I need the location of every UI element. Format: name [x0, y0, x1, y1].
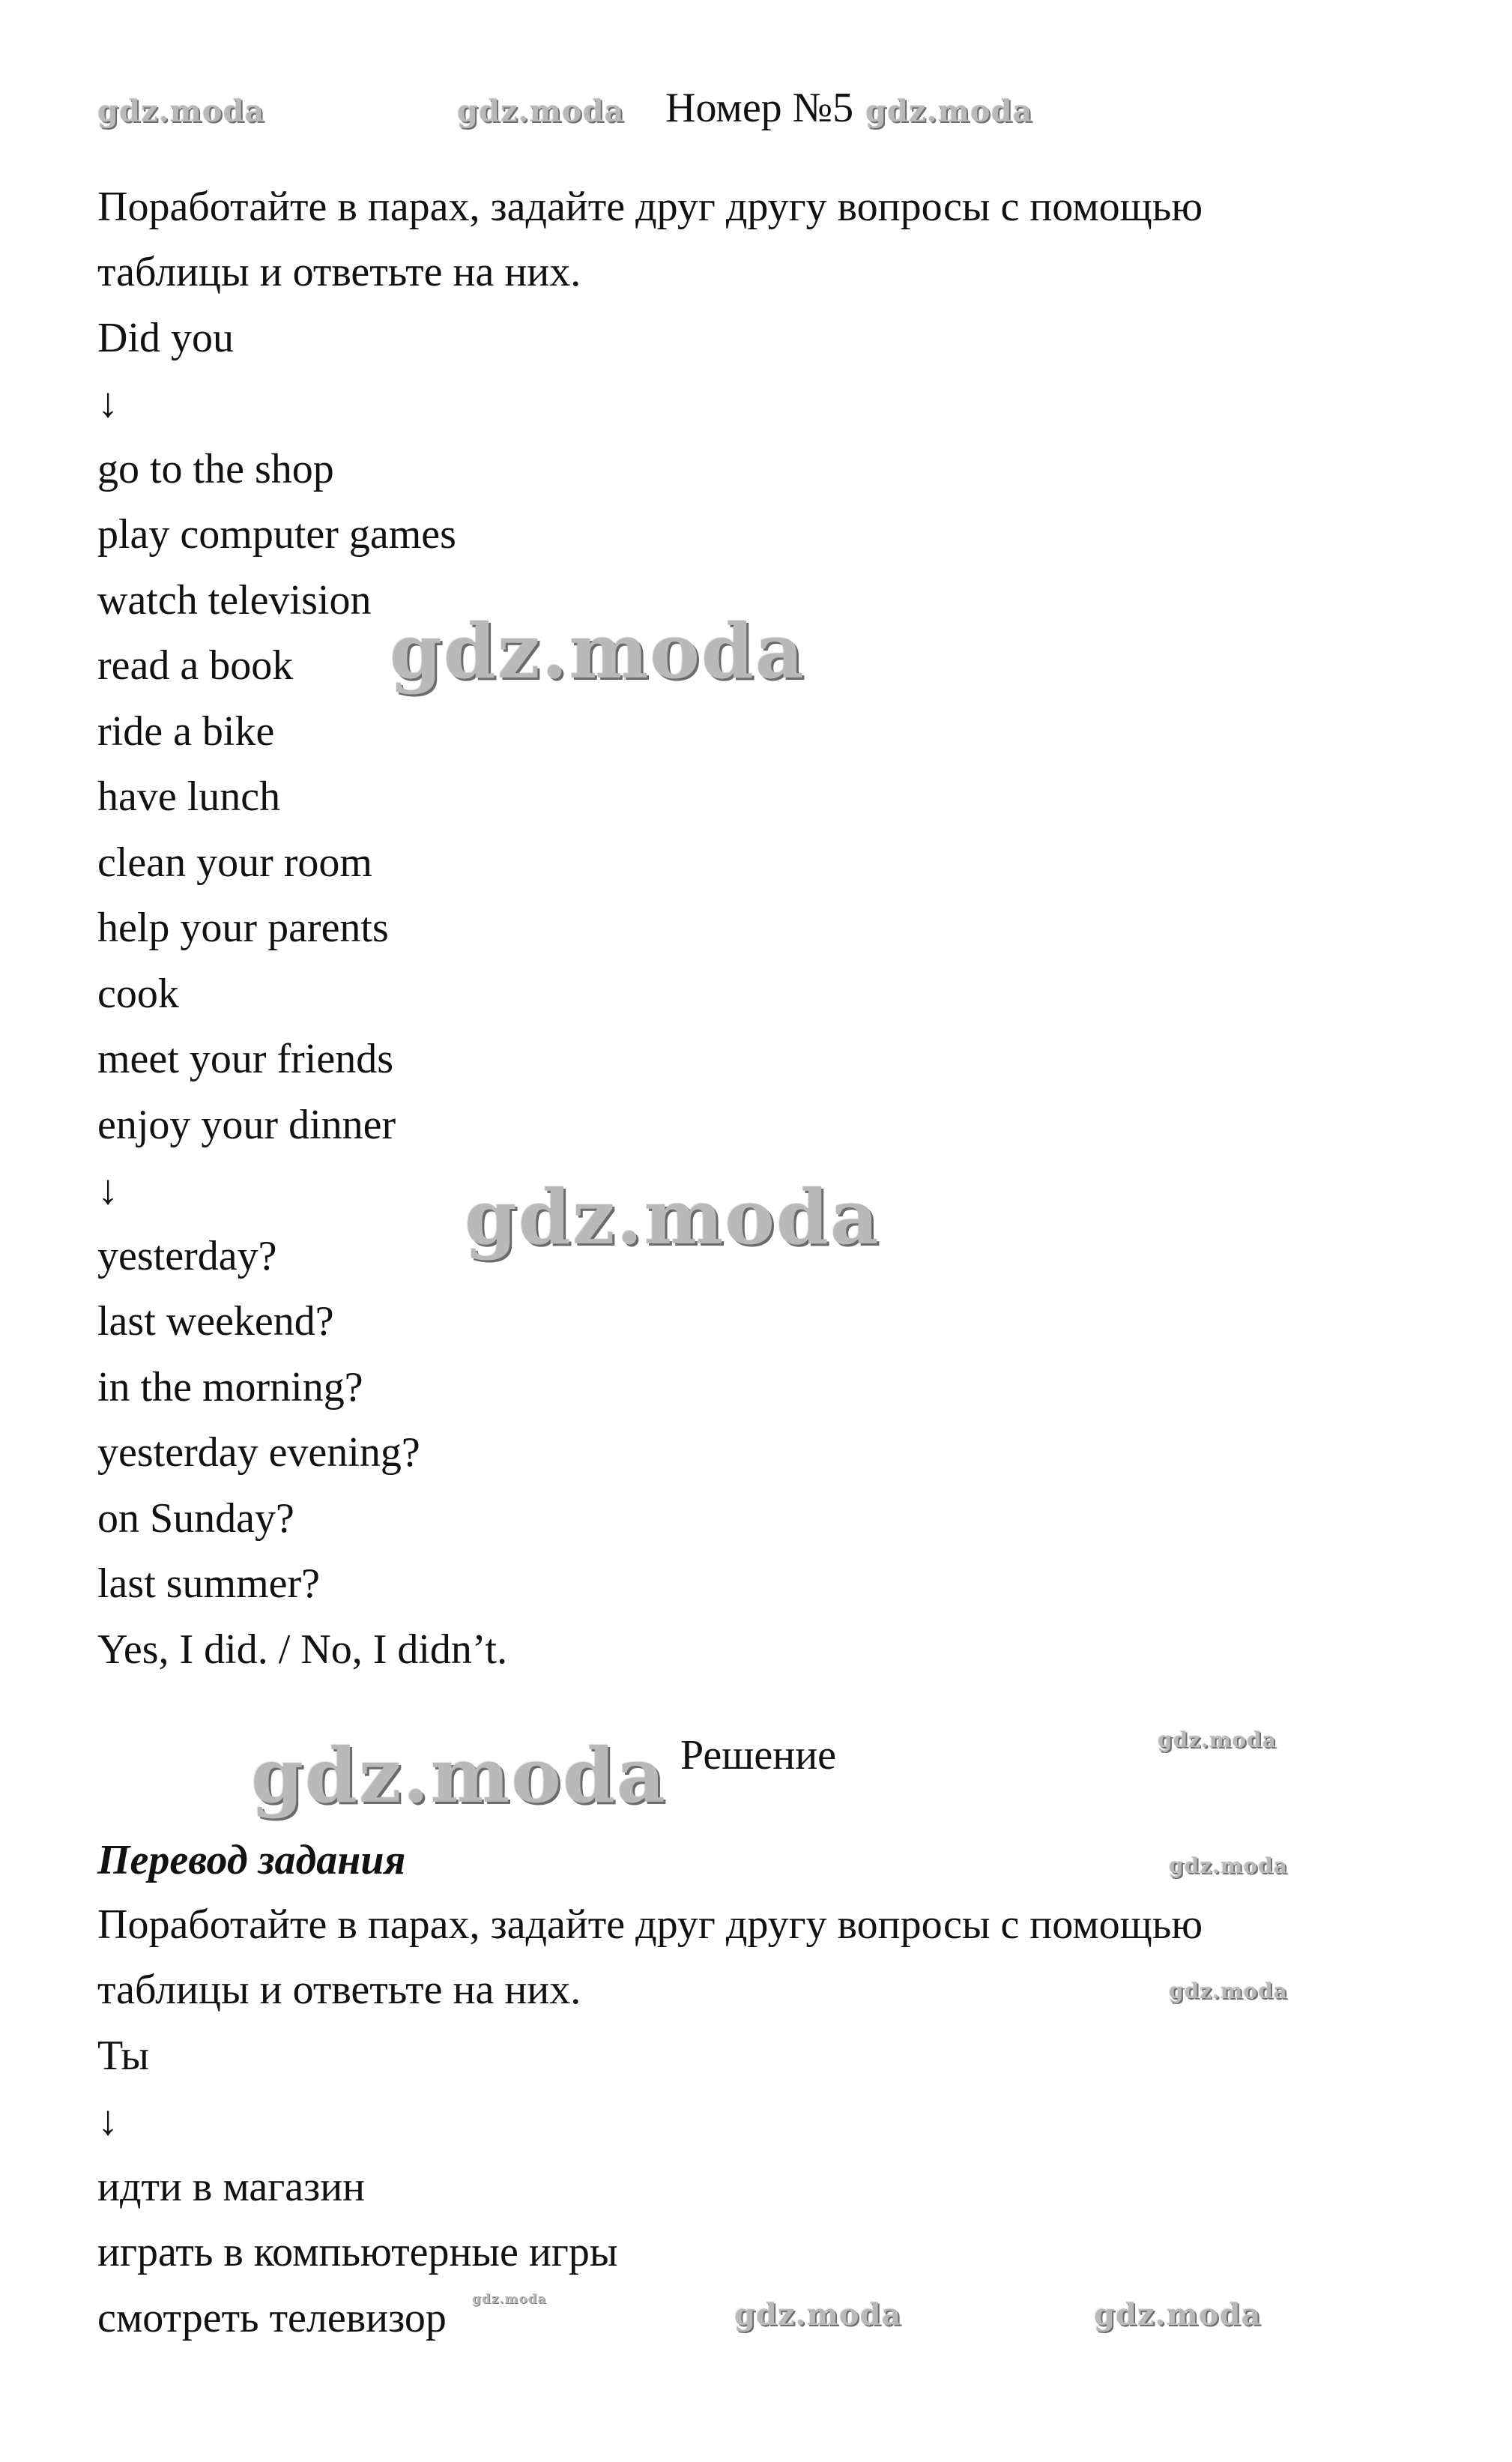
watermark: gdz.moda	[390, 607, 805, 696]
activity-item: help your parents	[97, 905, 389, 951]
did-you-label: Did you	[97, 315, 234, 361]
watermark: gdz.moda	[1169, 1853, 1288, 1878]
time-item: last weekend?	[97, 1298, 334, 1345]
watermark: gdz.moda	[1158, 1728, 1277, 1752]
activity-item: cook	[97, 971, 179, 1017]
watermark: gdz.moda	[865, 94, 1033, 129]
activity-item: have lunch	[97, 773, 281, 820]
solution-label: Решение	[680, 1732, 837, 1778]
watermark: gdz.moda	[1169, 1979, 1288, 2003]
ty-label: Ты	[97, 2033, 150, 2079]
translation-activity: идти в магазин	[97, 2164, 366, 2210]
arrow-down-icon: ↓	[97, 2098, 118, 2144]
activity-item: clean your room	[97, 839, 372, 886]
answer-line: Yes, I did. / No, I didn’t.	[97, 1626, 508, 1673]
watermark: gdz.moda	[465, 1173, 880, 1261]
instruction-line-1: Поработайте в парах, задайте друг другу вопросы с помощью	[97, 184, 1203, 230]
arrow-down-icon: ↓	[97, 380, 118, 426]
time-item: in the morning?	[97, 1364, 363, 1410]
activity-item: play computer games	[97, 511, 456, 558]
instruction-line-2: таблицы и ответьте на них.	[97, 249, 581, 295]
watermark: gdz.moda	[1094, 2297, 1262, 2332]
translation-line-2: таблицы и ответьте на них.	[97, 1967, 581, 2013]
translation-line-1: Поработайте в парах, задайте друг другу вопросы с помощью	[97, 1901, 1203, 1948]
activity-item: go to the shop	[97, 446, 334, 492]
arrow-down-icon: ↓	[97, 1167, 118, 1213]
activity-item: watch television	[97, 577, 372, 624]
time-item: last summer?	[97, 1560, 321, 1607]
watermark: gdz.moda	[457, 94, 625, 129]
page-title: Номер №5	[665, 85, 854, 131]
watermark: gdz.moda	[734, 2297, 902, 2332]
watermark: gdz.moda	[97, 94, 265, 129]
translation-activity: смотреть телевизор	[97, 2295, 447, 2341]
time-item: on Sunday?	[97, 1495, 294, 1542]
time-item: yesterday evening?	[97, 1429, 420, 1476]
activity-item: meet your friends	[97, 1036, 393, 1082]
watermark: gdz.moda	[472, 2292, 547, 2307]
time-item: yesterday?	[97, 1233, 277, 1279]
translation-heading: Перевод задания	[97, 1837, 406, 1883]
translation-activity: играть в компьютерные игры	[97, 2229, 618, 2275]
activity-item: ride a bike	[97, 708, 275, 755]
activity-item: enjoy your dinner	[97, 1102, 396, 1148]
activity-item: read a book	[97, 642, 294, 689]
watermark: gdz.moda	[251, 1731, 667, 1820]
